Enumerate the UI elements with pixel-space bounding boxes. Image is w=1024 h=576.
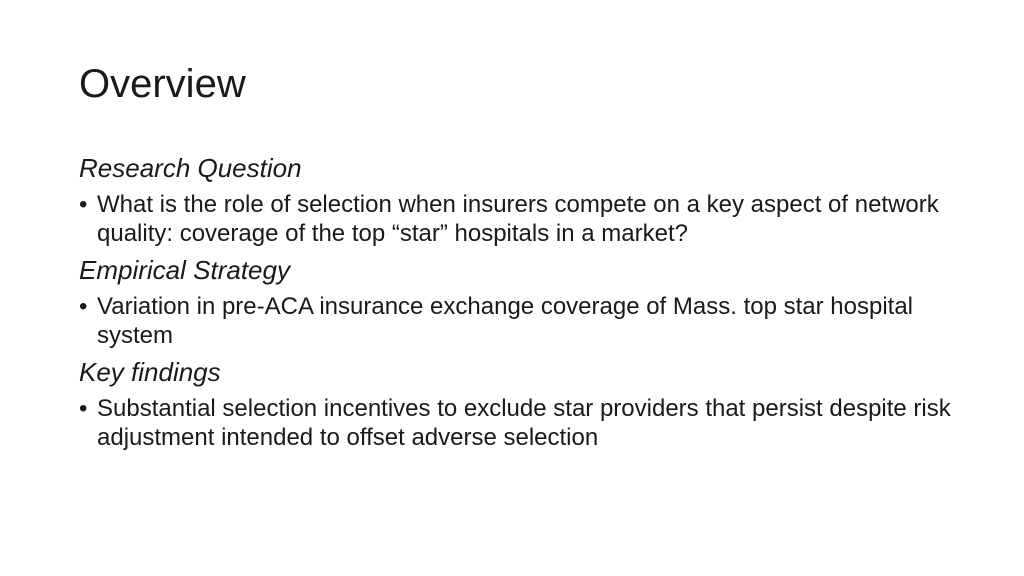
slide-title: Overview: [79, 62, 246, 106]
slide-content: [79, 150, 959, 456]
bullet-icon: •: [79, 293, 88, 320]
section-empirical-strategy: [79, 252, 959, 350]
section-research-question: [79, 150, 959, 248]
section-heading: Empirical Strategy: [79, 255, 290, 285]
section-key-findings: [79, 354, 959, 452]
bullet-item: [79, 292, 959, 350]
bullet-item: [79, 190, 959, 248]
section-heading: Research Question: [79, 153, 302, 183]
bullet-item: [79, 394, 959, 452]
bullet-icon: •: [79, 395, 88, 422]
bullet-text: What is the role of selection when insurers compete on a key aspect of network quality: coverage of the top “star” hospitals in a market?: [97, 191, 939, 247]
section-heading: Key findings: [79, 357, 221, 387]
bullet-text: Variation in pre-ACA insurance exchange coverage of Mass. top star hospital system: [97, 293, 913, 349]
bullet-icon: •: [79, 191, 88, 218]
bullet-text: Substantial selection incentives to exclude star providers that persist despite risk adjustment intended to offset adverse selection: [97, 395, 951, 451]
